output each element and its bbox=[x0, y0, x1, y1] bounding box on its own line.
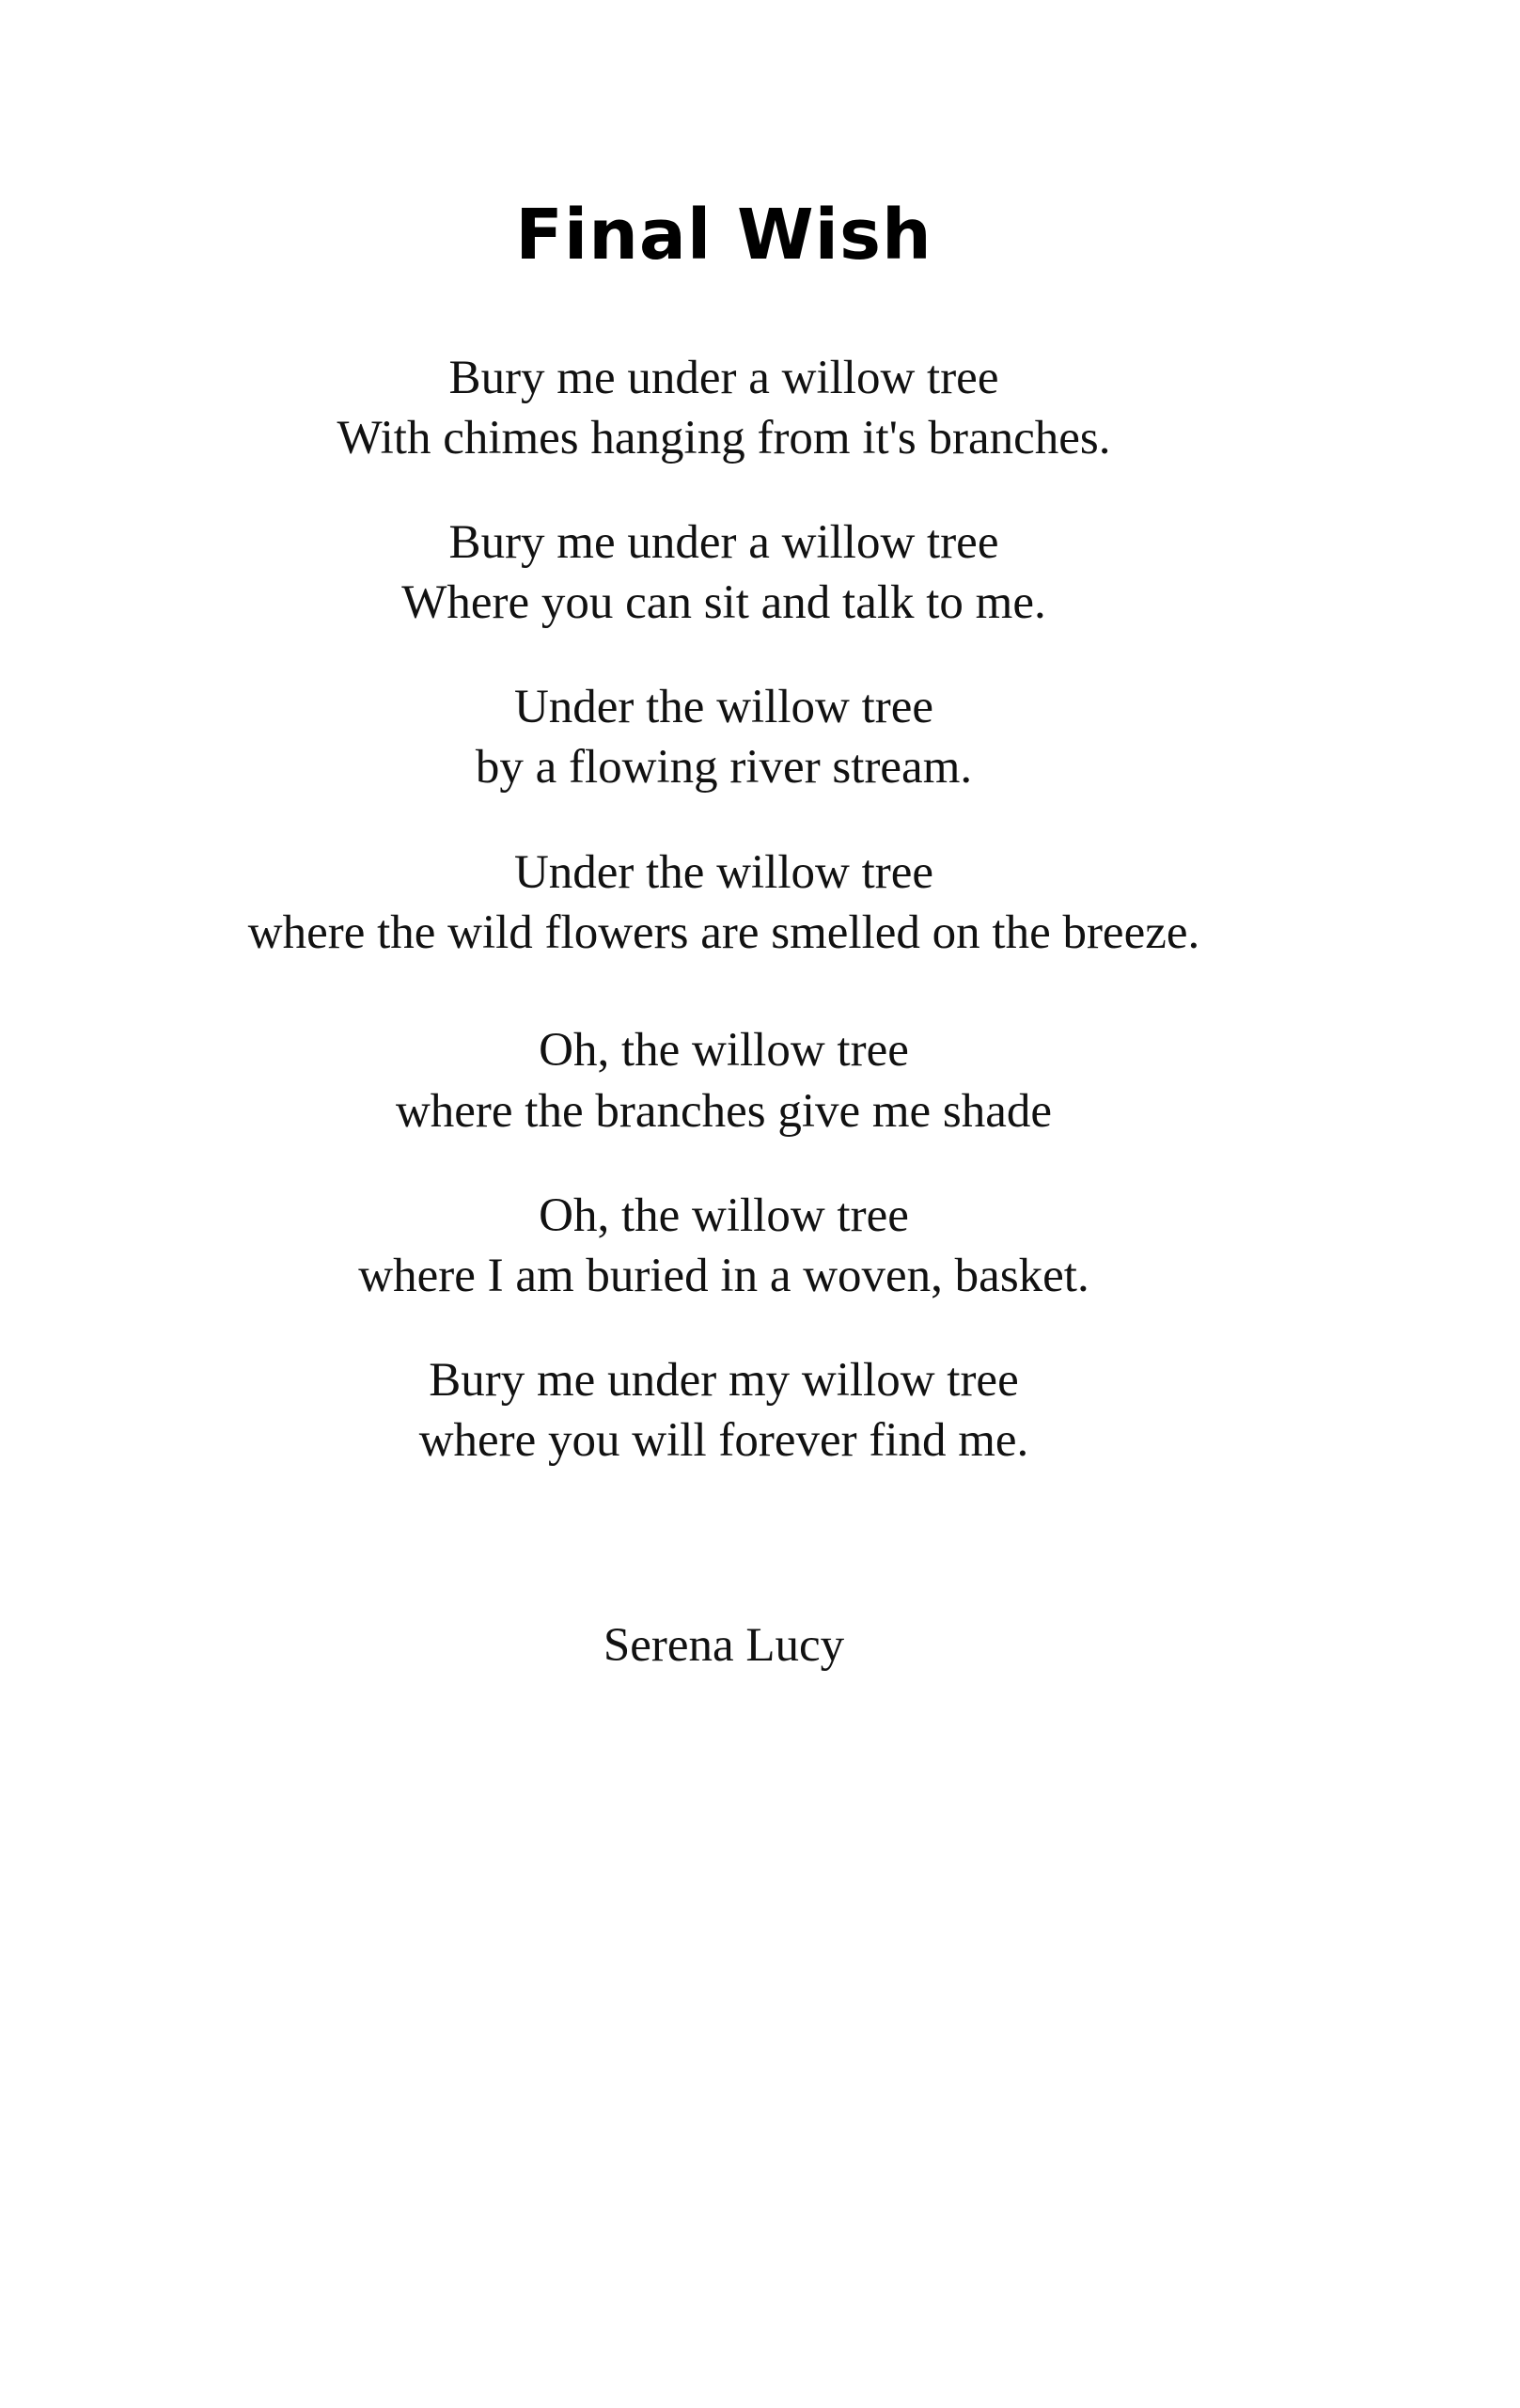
stanza-3-line-2: by a flowing river stream. bbox=[475, 741, 973, 794]
stanza-5-line-2: where the branches give me shade bbox=[395, 1085, 1053, 1138]
author-signature: Serena Lucy bbox=[603, 1619, 845, 1672]
stanza-4-line-2: where the wild flowers are smelled on the breeze. bbox=[247, 906, 1200, 959]
stanza-3-line-1: Under the willow tree bbox=[513, 681, 934, 733]
stanza-1-line-2: With chimes hanging from it's branches. bbox=[337, 412, 1111, 464]
stanza-7-line-1: Bury me under my willow tree bbox=[429, 1354, 1019, 1407]
stanza-5-line-1: Oh, the willow tree bbox=[539, 1024, 909, 1077]
stanza-4-line-1: Under the willow tree bbox=[513, 846, 934, 899]
poem-title: Final Wish bbox=[515, 195, 932, 275]
stanza-1-line-1: Bury me under a willow tree bbox=[448, 352, 999, 404]
stanza-6-line-2: where I am buried in a woven, basket. bbox=[358, 1250, 1089, 1302]
stanza-2-line-2: Where you can sit and talk to me. bbox=[401, 576, 1046, 629]
stanza-2-line-1: Bury me under a willow tree bbox=[448, 516, 999, 569]
stanza-6-line-1: Oh, the willow tree bbox=[539, 1189, 909, 1242]
stanza-7-line-2: where you will forever find me. bbox=[418, 1414, 1029, 1467]
